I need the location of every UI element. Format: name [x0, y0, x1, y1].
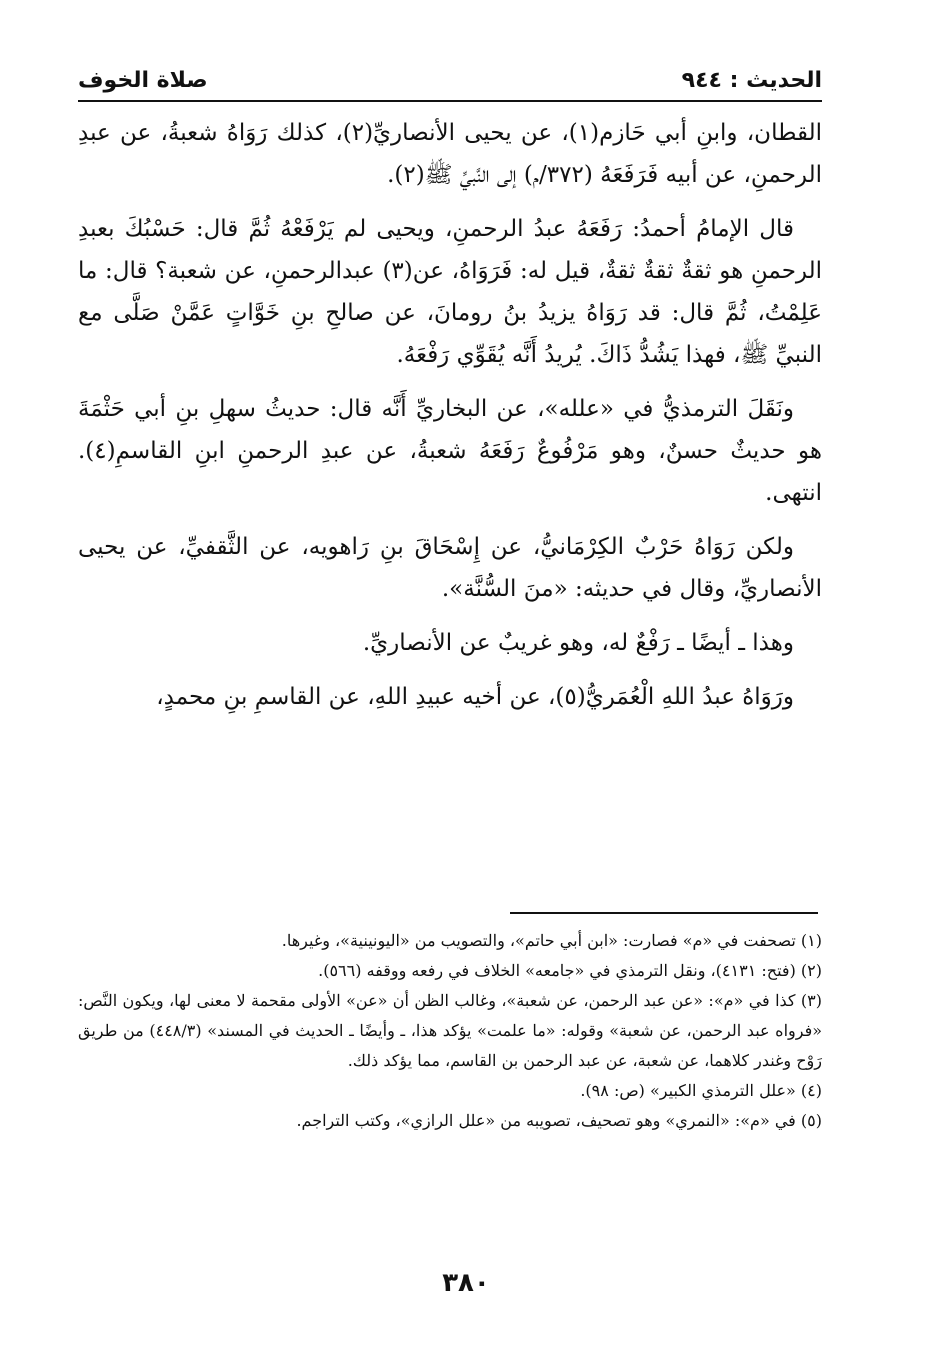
- running-header: [78, 60, 822, 100]
- footnote-3: (٣) كذا في «م»: «عن عبد الرحمن، عن شعبة»، وغالب الظن أن «عن» الأولى مقحمة لا معنى لها، ويكون النَّص: «فرواه عبد الرحمن، عن شعبة» وقوله: «ما علمت» يؤكد هذا، ـ وأيضًا ـ الحديث في المسند» (٤٤٨/٣) من طريق رَوْح وغندر كلاهما، عن شعبة، عن عبد الرحمن بن القاسم، مما يؤكد ذلك.: [78, 991, 823, 1070]
- header-hadith-number: الحديث : ٩٤٤: [681, 67, 822, 93]
- footnotes: [78, 926, 822, 1136]
- footnote-5: (٥) في «م»: «النمري» وهو تصحيف، تصويبه من «علل الرازي»، وكتب التراجم.: [296, 1111, 822, 1130]
- paragraph-2: قال الإمامُ أحمدُ: رَفَعَهُ عبدُ الرحمنِ، ويحيى لم يَرْفَعْهُ ثُمَّ قال: حَسْبُكَ بعبدِ الرحمنِ هو ثقةٌ ثقةٌ ثقةٌ، قيل له: فَرَوَاهُ، عن(٣) عبدالرحمنِ، عن شعبة؟ قال: ما عَلِمْتُ، ثُمَّ قال: قد رَوَاهُ يزيدُ بنُ رومانَ، عن صالحِ بنِ خَوَّاتٍ عَمَّنْ صَلَّى مع النبيِّ ﷺ، فهذا يَشُدُّ ذَاكَ. يُريدُ أَنَّه يُقَوِّي رَفْعَهُ.: [78, 216, 823, 368]
- paragraph-6: ورَوَاهُ عبدُ اللهِ الْعُمَريُّ(٥)، عن أخيه عبيدِ اللهِ، عن القاسمِ بنِ محمدٍ،: [156, 684, 794, 710]
- paragraph-5: وهذا ـ أيضًا ـ رَفْعٌ له، وهو غريبٌ عن الأنصاريِّ.: [362, 630, 794, 656]
- paragraph-1: القطان، وابنِ أبي حَازم(١)، عن يحيى الأنصاريِّ(٢)، كذلك رَوَاهُ شعبةُ، عن عبدِ الرحمنِ، عن أبيه فَرَفَعَهُ (٣٧٢/م) إلى النَّبيِّ ﷺ(٢).: [78, 120, 822, 188]
- page-number: ٣٨٠: [442, 1268, 490, 1298]
- header-divider: [78, 100, 822, 102]
- footnote-divider: [510, 912, 818, 914]
- footnote-2: (٢) (فتح: ٤١٣١)، ونقل الترمذي في «جامعه» الخلاف في رفعه ووقفه (٥٦٦).: [318, 961, 822, 980]
- main-text: [78, 112, 822, 730]
- footnote-1: (١) تصحفت في «م» فصارت: «ابن أبي حاتم»، والتصويب من «اليونينية»، وغيرها.: [281, 931, 822, 950]
- header-chapter-title: صلاة الخوف: [78, 67, 208, 93]
- paragraph-4: ولكن رَوَاهُ حَرْبٌ الكِرْمَانيُّ، عن إِسْحَاقَ بنِ رَاهويه، عن الثَّقفيِّ، عن يحيى الأنصاريِّ، وقال في حديثه: «منَ السُّنَّة».: [78, 534, 822, 602]
- paragraph-3: ونَقَلَ الترمذيُّ في «علله»، عن البخاريِّ أَنَّه قال: حديثُ سهلِ بنِ أبي حَثْمَةَ هو حديثٌ حسنٌ، وهو مَرْفُوعٌ رَفَعَهُ شعبةُ، عن عبدِ الرحمنِ ابنِ القاسمِ(٤). انتهى.: [78, 396, 822, 506]
- footnote-4: (٤) «علل الترمذي الكبير» (ص: ٩٨).: [580, 1081, 822, 1100]
